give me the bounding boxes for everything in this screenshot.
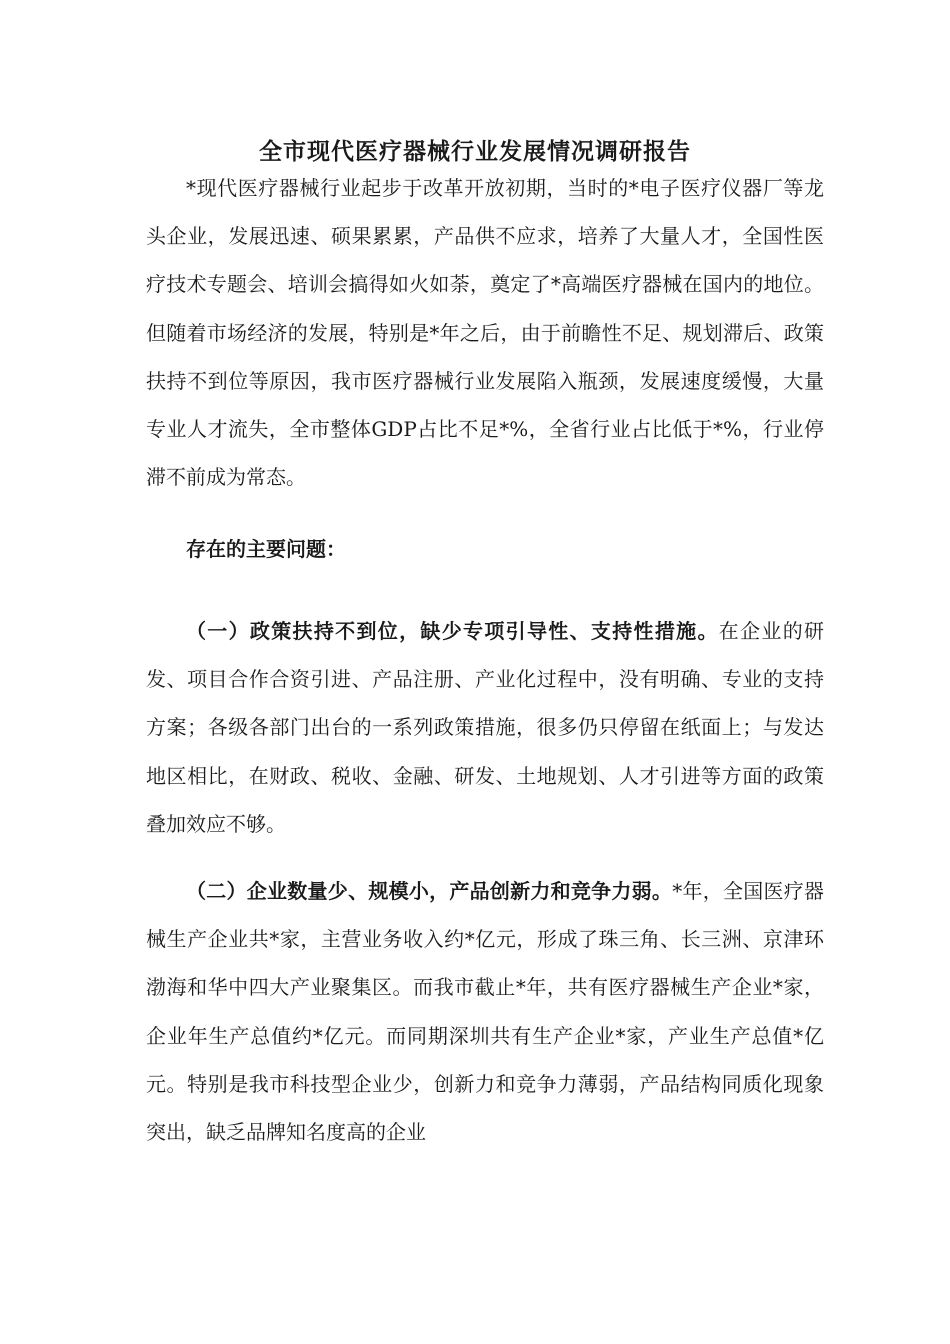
issue-2-paragraph [146, 867, 824, 1156]
problems-heading: 存在的主要问题： [186, 537, 346, 561]
document-title: 全市现代医疗器械行业发展情况调研报告 [259, 138, 691, 165]
issue-1-paragraph [146, 607, 824, 848]
issue-2-lead: （二）企业数量少、规模小，产品创新力和竞争力弱。 [186, 879, 673, 903]
issue-2-text: *年，全国医疗器械生产企业共*家，主营业务收入约*亿元，形成了珠三角、长三洲、京津环渤海和华中四大产业聚集区。而我市截止*年，共有医疗器械生产企业*家，企业年生产总值约*亿元。而同期深圳共有生产企业*家，产业生产总值*亿元。特别是我市科技型企业少，创新力和竞争力薄弱，产品结构同质化现象突出，缺乏品牌知名度高的企业 [146, 879, 825, 1145]
intro-paragraph: *现代医疗器械行业起步于改革开放初期，当时的*电子医疗仪器厂等龙头企业，发展迅速、硕果累累，产品供不应求，培养了大量人才，全国性医疗技术专题会、培训会搞得如火如荼，奠定了*高端医疗器械在国内的地位。但随着市场经济的发展，特别是*年之后，由于前瞻性不足、规划滞后、政策扶持不到位等原因，我市医疗器械行业发展陷入瓶颈，发展速度缓慢，大量专业人才流失，全市整体GDP占比不足*%，全省行业占比低于*%，行业停滞不前成为常态。 [146, 176, 824, 490]
issue-1-lead: （一）政策扶持不到位，缺少专项引导性、支持性措施。 [186, 619, 719, 643]
issue-1-text: 在企业的研发、项目合作合资引进、产品注册、产业化过程中，没有明确、专业的支持方案；各级各部门出台的一系列政策措施，很多仍只停留在纸面上；与发达地区相比，在财政、税收、金融、研发、土地规划、人才引进等方面的政策叠加效应不够。 [146, 619, 825, 836]
